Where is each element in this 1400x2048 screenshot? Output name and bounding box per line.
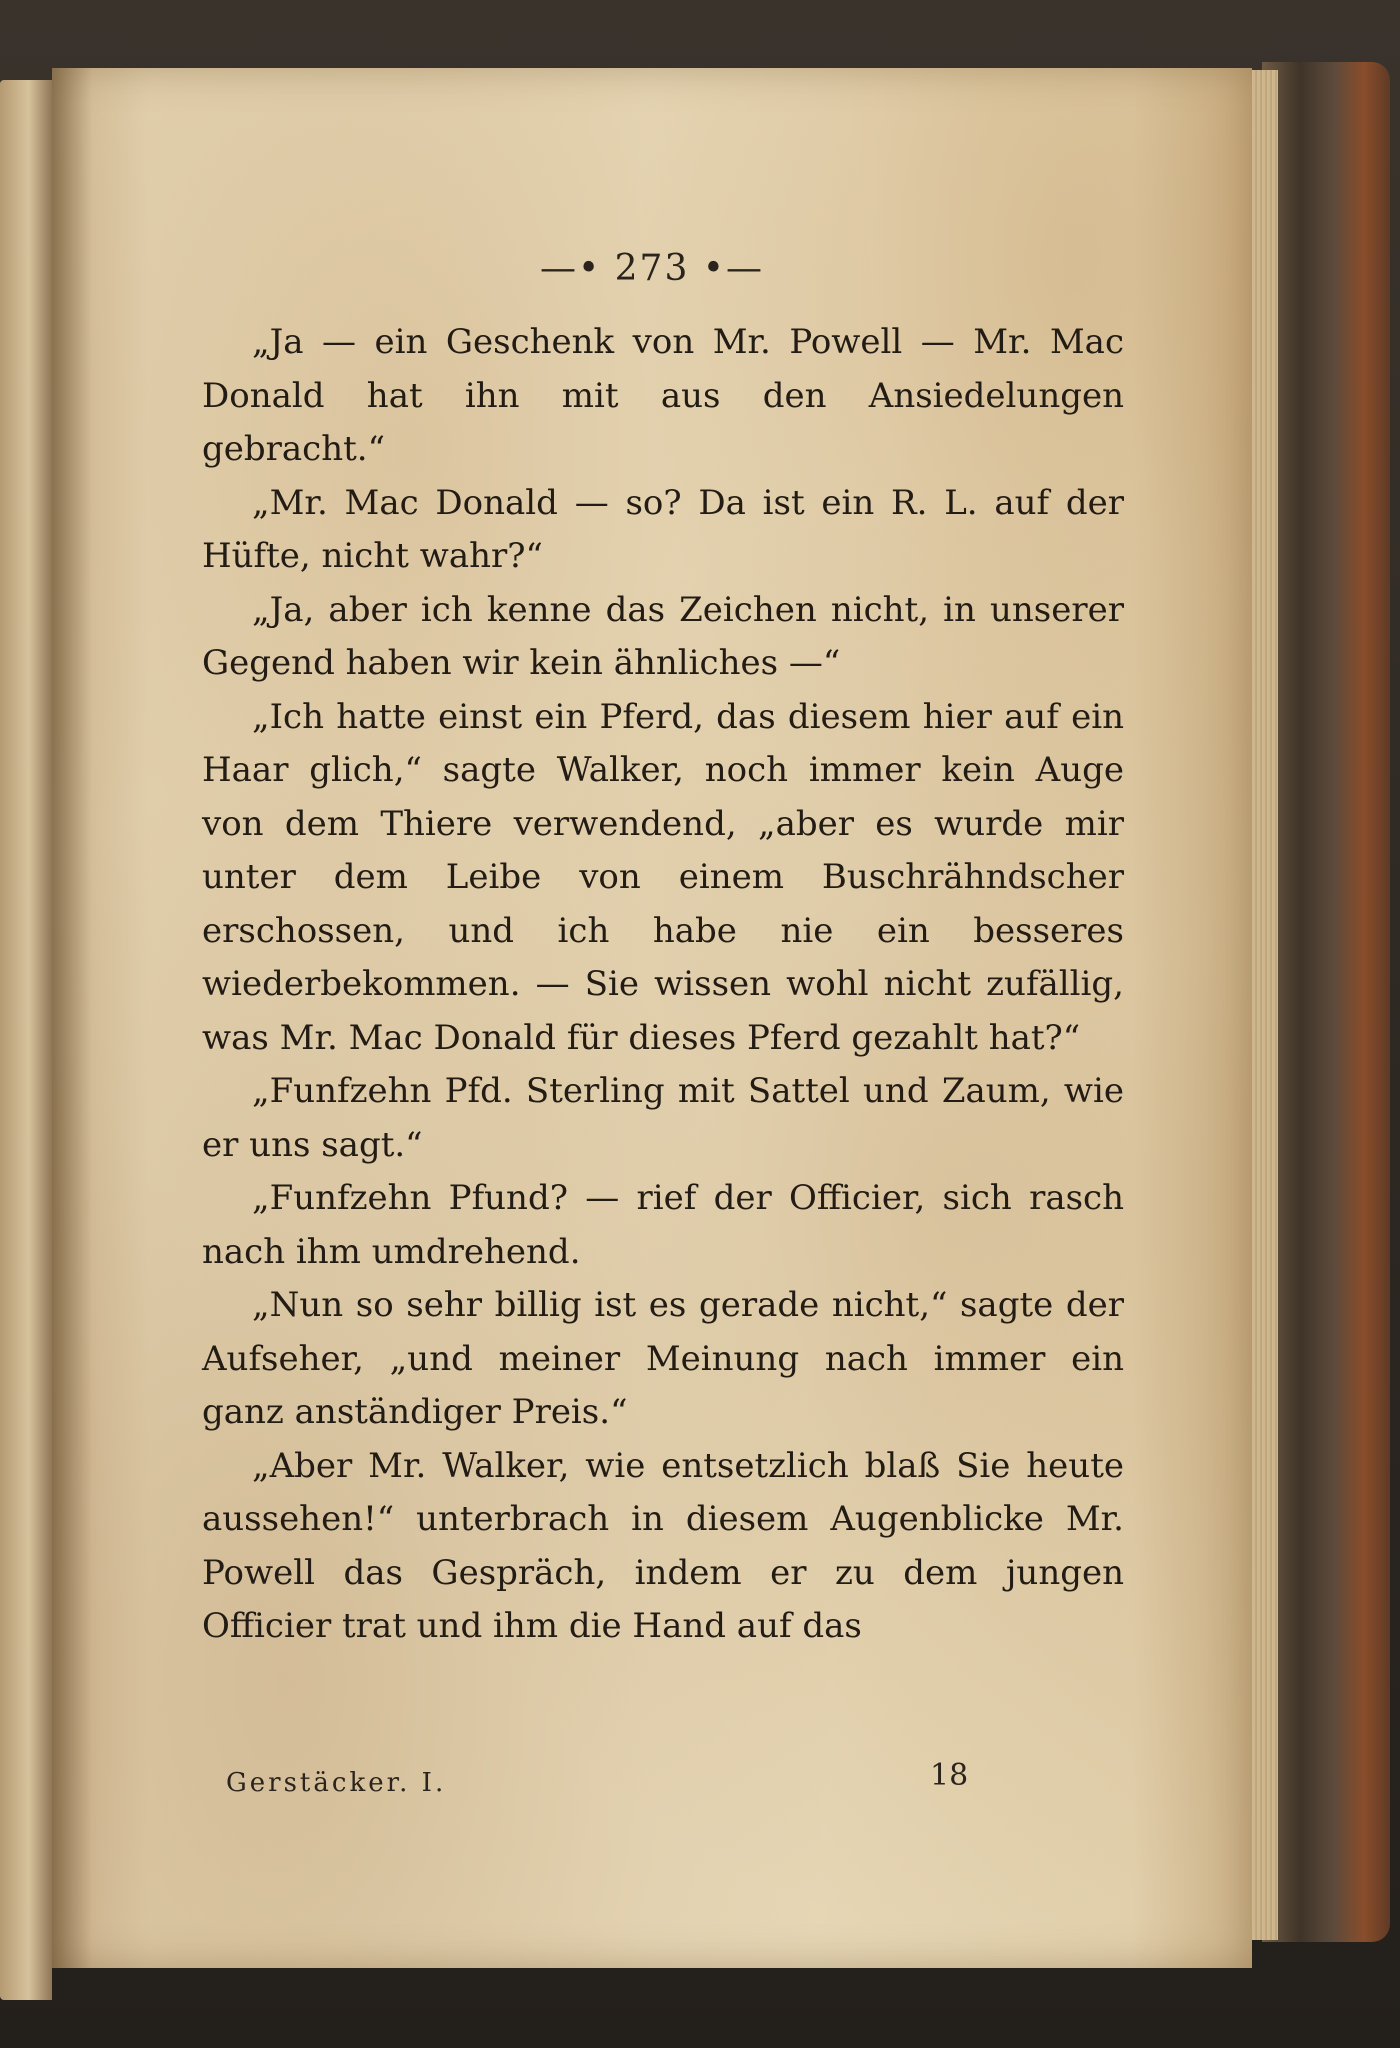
footer-sheet-number: 18 — [930, 1758, 969, 1793]
paragraph: „Nun so sehr billig ist es gerade nicht,“ sagte der Aufseher, „und meiner Meinung nach immer ein ganz anständiger Preis.“ — [202, 1285, 1124, 1432]
book-cover-edge — [1262, 62, 1390, 1942]
book-page — [52, 68, 1252, 1968]
paragraph: „Mr. Mac Donald — so? Da ist ein R. L. auf der Hüfte, nicht wahr?“ — [202, 482, 1124, 576]
paragraph: „Ja, aber ich kenne das Zeichen nicht, in unserer Gegend haben wir kein ähnliches —“ — [202, 589, 1124, 683]
paragraph: „Aber Mr. Walker, wie entsetzlich blaß Sie heute aussehen!“ unterbrach in diesem Augenblicke Mr. Powell das Gespräch, indem er zu dem jungen Officier trat und ihm die Hand auf das — [202, 1445, 1124, 1646]
left-page-edge — [0, 80, 52, 2000]
body-text — [202, 316, 1124, 1654]
page-footer — [202, 1758, 1124, 1828]
paragraph: „Funfzehn Pfd. Sterling mit Sattel und Zaum, wie er uns sagt.“ — [202, 1071, 1124, 1165]
gutter-shadow — [52, 68, 92, 1968]
paragraph: „Ja — ein Geschenk von Mr. Powell — Mr. Mac Donald hat ihn mit aus den Ansiedelungen gebracht.“ — [202, 322, 1124, 469]
paragraph: „Funfzehn Pfund? — rief der Officier, sich rasch nach ihm umdrehend. — [202, 1178, 1124, 1272]
paragraph: „Ich hatte einst ein Pferd, das diesem hier auf ein Haar glich,“ sagte Walker, noch immer kein Auge von dem Thiere verwendend, „aber es wurde mir unter dem Leibe von einem Buschrähndscher erschossen, und ich habe nie ein besseres wiederbekommen. — Sie wissen wohl nicht zufällig, was Mr. Mac Donald für dieses Pferd gezahlt hat?“ — [202, 696, 1124, 1058]
page-number-header: —• 273 •— — [539, 248, 765, 289]
footer-signature: Gerstäcker. I. — [226, 1768, 447, 1798]
